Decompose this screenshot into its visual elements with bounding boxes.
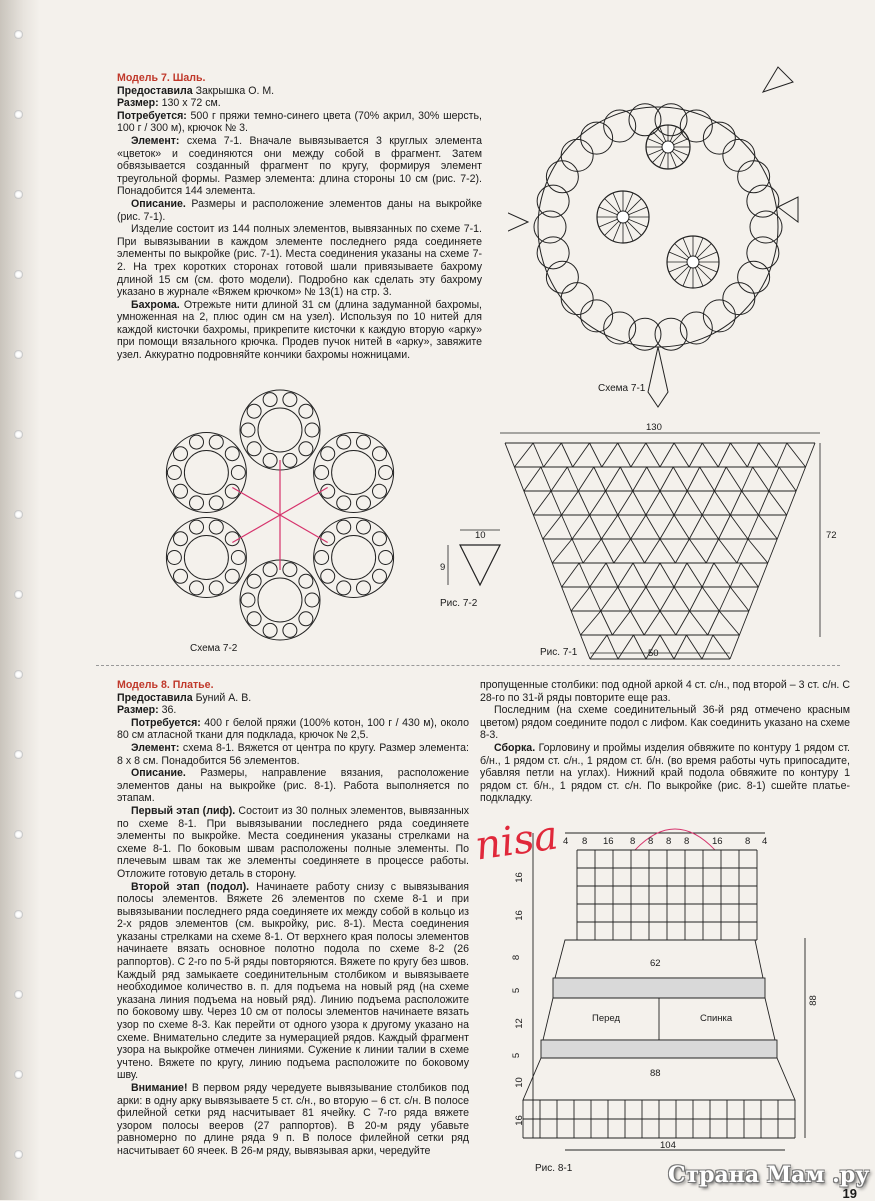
model7-materials: 500 г пряжи темно-синего цвета (70% акрил, 30% шерсть, 100 г / 300 м), крючок № 3.: [117, 109, 482, 135]
model8-size: 36.: [158, 704, 177, 717]
fig81-height-dim: 88: [807, 995, 819, 1006]
fig81-left-dim-6: 10: [513, 1077, 525, 1088]
fig81-top-dim-5: 8: [666, 836, 672, 847]
label: Элемент:: [131, 741, 180, 754]
fig81-left-dim-3: 5: [511, 987, 523, 994]
fig81-left-dim-0: 16: [513, 872, 525, 883]
scheme-7-2-diagram: [150, 388, 410, 643]
model8-col2-p1: пропущенные столбики: под одной аркой 4 ст. с/н., под второй – 3 ст. с/н. С 28-го по 31-й ряды повторите еще раз.: [480, 679, 850, 704]
caption-scheme-7-1: Схема 7-1: [598, 383, 646, 394]
model7-text: [117, 72, 482, 362]
binding-strip: [0, 0, 40, 1200]
label: Размер:: [117, 704, 159, 717]
site-watermark: Страна Мам .ру: [668, 1162, 870, 1188]
caption-fig-7-2: Рис. 7-2: [440, 598, 478, 609]
handwritten-signature: nisa: [472, 812, 561, 870]
model7-size: 130 х 72 см.: [158, 97, 221, 110]
model8-col2-p2: Последним (на схеме соединительный 36-й ряд отмечено красным цветом) рядом соедините подол с лифом. Как соединить указано на схеме 8-3.: [480, 704, 850, 742]
label: Потребуется:: [131, 716, 201, 729]
label: Внимание!: [131, 1082, 188, 1094]
model8-element: схема 8-1. Вяжется от центра по кругу. Размер элемента: 8 х 8 см. Понадобится 56 элементов.: [117, 741, 469, 767]
fig81-top-dim-8: 8: [745, 836, 751, 847]
model8-title: Модель 8. Платье.: [117, 679, 214, 691]
fig81-top-dim-9: 4: [762, 836, 768, 847]
model7-description: Размеры и расположение элементов даны на выкройке (рис. 7-1).: [117, 197, 482, 223]
fig71-side-dim: 72: [826, 530, 837, 541]
fig81-top-dim-2: 16: [603, 836, 614, 847]
fig81-front-label: Перед: [592, 1013, 621, 1024]
model7-title: Модель 7. Шаль.: [117, 72, 206, 84]
fig71-top-dim: 130: [646, 422, 662, 433]
label: Бахрома.: [131, 298, 180, 311]
fig81-top-dim-3: 8: [630, 836, 636, 847]
model8-text-left: [117, 679, 469, 1158]
fig81-back-label: Спинка: [700, 1013, 733, 1024]
section-divider: [96, 665, 840, 666]
label: Размер:: [117, 97, 159, 110]
model8-attention: В первом ряду чередуете вывязывание столбиков под арки: в одну арку вывязываете 5 ст. с/н., во вторую – 6 ст. с/н. В полосе филейной сетки ряд насчитывает 81 ячейку. С 7-го ряда вяжете узором полосы вееров (27 раппортов). В 20-м ряду убавьте равномерно по длине ряда 9 п. В полосе филейной сетки ряд насчитывает 60 ячеек. В 26-м ряду, вывязывая арки, чередуйте: [117, 1082, 469, 1157]
label: Описание.: [131, 767, 186, 780]
label: Описание.: [131, 197, 186, 210]
model8-assembly: Горловину и проймы изделия обвяжите по контуру 1 рядом ст. б/н., 1 рядом ст. с/н., 1 рядом ст. б/н. (во время работы чуть припосадите, убавляя петли на углах). Нижний край подола обвяжите по контуру 1 рядом ст. б/н., 1 рядом ст. с/н. По выкройке (рис. 8-1) сшейте платье-подкладку.: [480, 741, 850, 805]
caption-scheme-7-2: Схема 7-2: [190, 643, 238, 654]
fig81-left-dim-2: 8: [511, 954, 523, 961]
fig81-top-dim-4: 8: [648, 836, 654, 847]
fig81-top-dim-1: 8: [582, 836, 588, 847]
fig81-left-dim-5: 5: [511, 1052, 523, 1059]
scheme-7-1-diagram: [508, 62, 808, 412]
model8-author: Буний А. В.: [192, 691, 252, 704]
model7-description2: Изделие состоит из 144 полных элементов, вывязанных по схеме 7-1. При вывязывании в каждом элементе последнего ряда соединяете элементы по выкройке (рис. 7-1). Места соединения указаны на схеме 7-2. На трех коротких сторонах готовой шали привязываете бахрому длиной 15 см (см. фото модели). Подробно как сделать эту бахрому указано в журнале «Вяжем крючком» № 13(1) на стр. 3.: [117, 223, 482, 299]
fig81-left-dim-4: 12: [513, 1018, 525, 1029]
label: Предоставила: [117, 84, 193, 97]
model7-fringe: Отрежьте нити длиной 31 см (длина задуманной бахромы, умноженная на 2, плюс один см на узел). Используя по 10 нитей для каждой кисточки бахромы, прикрепите кисточки к каждую вторую «арку» при помощи вязального крючка. Продев пучок нитей в «арку», завяжите узел. Аккуратно подровняйте кончики бахромы ножницами.: [117, 298, 482, 362]
model8-description: Размеры, направление вязания, расположение элементов даны на выкройке (рис. 8-1). Работа выполняется по этапам.: [117, 767, 469, 805]
fig81-top-dim-0: 4: [563, 836, 569, 847]
model8-stage2: Начинаете работу снизу с вывязывания полосы элементов. Вяжете 26 элементов по схеме 8-1 и при вывязывании последнего ряда соединяете их между собой в кольцо из 2-х рядов элементов (см. выкройку, рис. 8-1). Места соединения указаны стрелками на схеме 8-1. От верхнего края полосы элементов начинаете вязать основное полотно подола по схеме 8-2 (26 раппортов). С 2-го по 5-й ряды повторяются. Вяжете по кругу без швов. Каждый ряд замыкаете соединительным столбиком и вывязываете необходимое количество в. п. для подъема на новый ряд (на схеме указана линия подъема на новый ряд). Линию подъема расположите по боковому шву. Через 10 см от полосы элементов начинаете вязать узор по схеме 8-3. Как перейти от одного узора к другому указано на схеме. Внимательно следите за нумерацией рядов. Каждый фрагмент узора на выкройке отмечен линиями. Сужение к линии талии в схеме учтено. Вяжете по кругу, линию подъема расположите по боковому шву.: [117, 880, 469, 1082]
fig-7-1-trapezoid: [500, 425, 840, 670]
label: Предоставила: [117, 691, 193, 704]
model7-element: схема 7-1. Вначале вывязывается 3 круглых элемента «цветок» и соединяются они между собой в фрагмент. Затем обвязывается созданный фрагмент по кругу, формируя элемент треугольной формы. Размер элемента: длина стороны 10 см (рис. 7-2). Понадобится 144 элемента.: [117, 134, 482, 198]
page-number: 19: [842, 1186, 857, 1201]
fig72-top-dim: 10: [475, 530, 486, 541]
label: Второй этап (подол).: [131, 880, 250, 893]
model7-author: Закрышка О. М.: [192, 84, 275, 97]
fig-8-1-pattern: [505, 828, 845, 1166]
label: Первый этап (лиф).: [131, 804, 236, 817]
fig81-waist-dim: 62: [650, 958, 661, 969]
caption-fig-8-1: Рис. 8-1: [535, 1163, 573, 1174]
fig71-bottom-dim: 50: [648, 648, 659, 659]
fig81-hem-top-dim: 88: [650, 1068, 661, 1079]
fig81-top-dim-7: 16: [712, 836, 723, 847]
label: Сборка.: [494, 741, 536, 754]
label: Потребуется:: [117, 109, 187, 122]
model8-stage1: Состоит из 30 полных элементов, вывязанных по схеме 8-1. При вывязывании последнего ряда соединяете элементы по выкройке. Места соединения указаны стрелками на схеме 8-1. По боковым швам расположены полные элементы. По плечевым швам так же элементы соединяете в процессе работы. Отложите готовую деталь в сторону.: [117, 804, 469, 880]
model8-materials: 400 г белой пряжи (100% котон, 100 г / 430 м), около 80 см атласной ткани для подклада, крючок № 2,5.: [117, 716, 469, 742]
fig72-side-dim: 9: [440, 562, 446, 573]
model8-text-right: [480, 679, 850, 805]
caption-fig-7-1: Рис. 7-1: [540, 647, 578, 658]
fig81-top-dim-6: 8: [684, 836, 690, 847]
fig81-left-dim-1: 16: [513, 910, 525, 921]
label: Элемент:: [131, 134, 180, 147]
fig81-bottom-dim: 104: [660, 1140, 676, 1151]
fig81-left-dim-7: 16: [513, 1115, 525, 1126]
